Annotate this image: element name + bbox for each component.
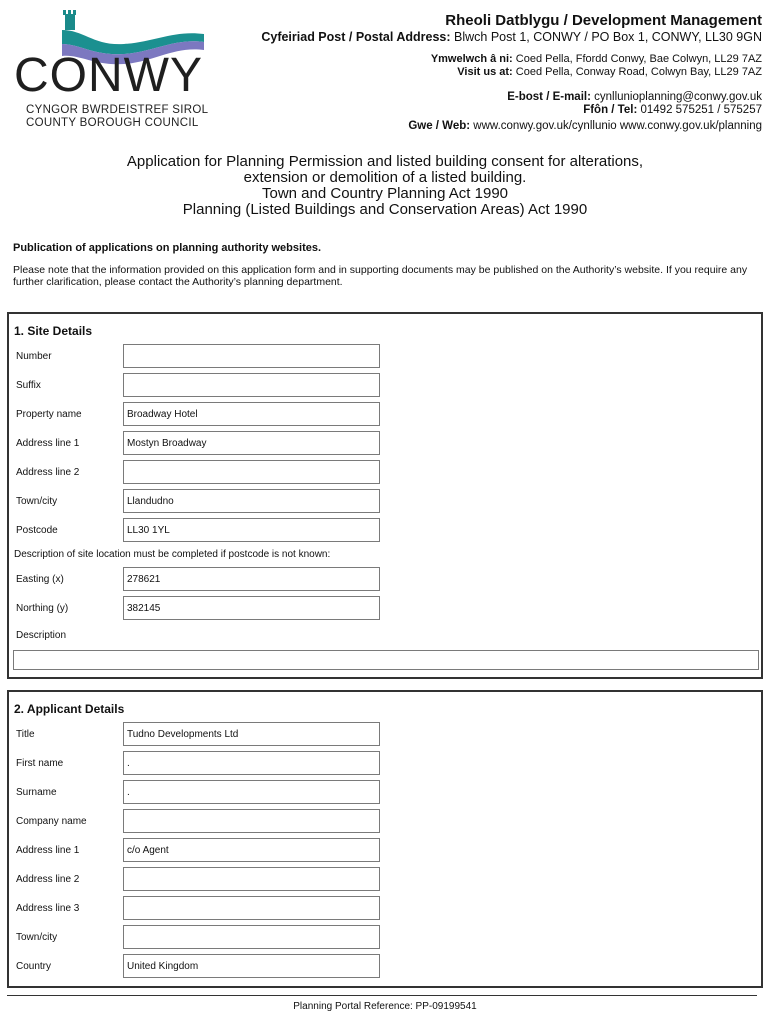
- footer-divider: [7, 995, 757, 996]
- location-note: Description of site location must be completed if postcode is not known:: [14, 549, 331, 560]
- visit-welsh-label: Ymwelwch â ni:: [430, 53, 513, 65]
- form-row-northing: [9, 596, 761, 622]
- section-title: 1. Site Details: [14, 324, 93, 338]
- tel-line: [202, 104, 762, 117]
- web-label: Gwe / Web:: [408, 120, 471, 132]
- description-label: Description: [16, 630, 67, 641]
- field-label: Address line 2: [16, 874, 80, 885]
- field-label: Surname: [16, 787, 57, 798]
- field-label: Easting (x): [16, 574, 64, 585]
- field-label: Title: [16, 729, 35, 740]
- address-line-2-field[interactable]: [123, 460, 380, 484]
- number-field[interactable]: [123, 344, 380, 368]
- form-row-first-name: [9, 751, 761, 777]
- postcode-field[interactable]: LL30 1YL: [123, 518, 380, 542]
- form-row-company-name: [9, 809, 761, 835]
- field-label: First name: [16, 758, 64, 769]
- form-row-address-line-3: [9, 896, 761, 922]
- description-field[interactable]: [13, 650, 759, 670]
- department-title: Rheoli Datblygu / Development Management: [445, 12, 762, 29]
- publication-note: Please note that the information provided on this application form and in supporting documents may be published on the Authority’s website. If you require any further clarification, please contact the Authority’s planning department.: [13, 264, 748, 288]
- first-name-field[interactable]: .: [123, 751, 380, 775]
- form-row-title: [9, 722, 761, 748]
- field-label: Property name: [16, 409, 82, 420]
- field-label: Address line 3: [16, 903, 80, 914]
- postal-label: Cyfeiriad Post / Postal Address:: [261, 30, 451, 44]
- email-line: [202, 91, 762, 104]
- publication-heading: Publication of applications on planning authority websites.: [13, 242, 322, 254]
- property-name-field[interactable]: Broadway Hotel: [123, 402, 380, 426]
- application-title-line-4: Planning (Listed Buildings and Conservation Areas) Act 1990: [182, 201, 588, 218]
- field-label: Postcode: [16, 525, 58, 536]
- field-label: Address line 1: [16, 438, 80, 449]
- northing-field[interactable]: 382145: [123, 596, 380, 620]
- title-field[interactable]: Tudno Developments Ltd: [123, 722, 380, 746]
- visit-english: [202, 66, 762, 79]
- form-row-country: [9, 954, 761, 980]
- form-row-postcode: [9, 518, 761, 544]
- field-label: Company name: [16, 816, 87, 827]
- application-title-line-3: Town and Country Planning Act 1990: [262, 185, 508, 202]
- form-row-town-city: [9, 489, 761, 515]
- field-label: Northing (y): [16, 603, 69, 614]
- form-row-address-line-1: [9, 838, 761, 864]
- form-row-address-line-1: [9, 431, 761, 457]
- field-label: Address line 2: [16, 467, 80, 478]
- country-field[interactable]: United Kingdom: [123, 954, 380, 978]
- application-title-line-2: extension or demolition of a listed building.: [243, 169, 527, 186]
- form-row-property-name: [9, 402, 761, 428]
- address-line-1-field[interactable]: c/o Agent: [123, 838, 380, 862]
- site-details-section: [7, 312, 763, 679]
- applicant-details-section: [7, 690, 763, 988]
- form-row-suffix: [9, 373, 761, 399]
- form-row-surname: [9, 780, 761, 806]
- form-row-address-line-2: [9, 867, 761, 893]
- address-line-1-field[interactable]: Mostyn Broadway: [123, 431, 380, 455]
- section-title: 2. Applicant Details: [14, 702, 125, 716]
- logo-subtitle-welsh: CYNGOR BWRDEISTREF SIROL: [26, 104, 209, 116]
- field-label: Address line 1: [16, 845, 80, 856]
- form-row-address-line-2: [9, 460, 761, 486]
- company-name-field[interactable]: [123, 809, 380, 833]
- application-title-line-1: Application for Planning Permission and listed building consent for alterations,: [126, 153, 644, 170]
- logo-subtitle-english: COUNTY BOROUGH COUNCIL: [26, 117, 199, 129]
- suffix-field[interactable]: [123, 373, 380, 397]
- visit-english-value: Coed Pella, Conway Road, Colwyn Bay, LL29 7AZ: [515, 66, 762, 78]
- field-label: Town/city: [16, 496, 58, 507]
- postal-address: [202, 30, 762, 45]
- web-links[interactable]: www.conwy.gov.uk/cynllunio www.conwy.gov.uk/planning: [473, 120, 762, 132]
- town-city-field[interactable]: Llandudno: [123, 489, 380, 513]
- field-label: Suffix: [16, 380, 41, 391]
- field-label: Town/city: [16, 932, 58, 943]
- postal-value: Blwch Post 1, CONWY / PO Box 1, CONWY, LL30 9GN: [454, 30, 762, 44]
- tel-label: Ffôn / Tel:: [583, 104, 638, 116]
- form-row-town-city: [9, 925, 761, 951]
- easting-field[interactable]: 278621: [123, 567, 380, 591]
- form-row-easting: [9, 567, 761, 593]
- email-label: E-bost / E-mail:: [507, 91, 591, 103]
- visit-english-label: Visit us at:: [457, 66, 513, 78]
- portal-reference: Planning Portal Reference: PP-09199541: [293, 1001, 477, 1012]
- logo-wordmark: CONWY: [14, 49, 203, 102]
- web-line: [202, 120, 762, 133]
- visit-welsh-value: Coed Pella, Ffordd Conwy, Bae Colwyn, LL29 7AZ: [515, 53, 762, 65]
- address-line-3-field[interactable]: [123, 896, 380, 920]
- email-link[interactable]: cynllunioplanning@conwy.gov.uk: [594, 91, 762, 103]
- field-label: Country: [16, 961, 52, 972]
- logo-subtitle: [26, 104, 208, 130]
- surname-field[interactable]: .: [123, 780, 380, 804]
- town-city-field[interactable]: [123, 925, 380, 949]
- application-title: [0, 154, 770, 218]
- field-label: Number: [16, 351, 52, 362]
- tel-value: 01492 575251 / 575257: [640, 104, 762, 116]
- form-row-number: [9, 344, 761, 370]
- contact-header: [202, 12, 762, 133]
- address-line-2-field[interactable]: [123, 867, 380, 891]
- visit-welsh: [202, 53, 762, 66]
